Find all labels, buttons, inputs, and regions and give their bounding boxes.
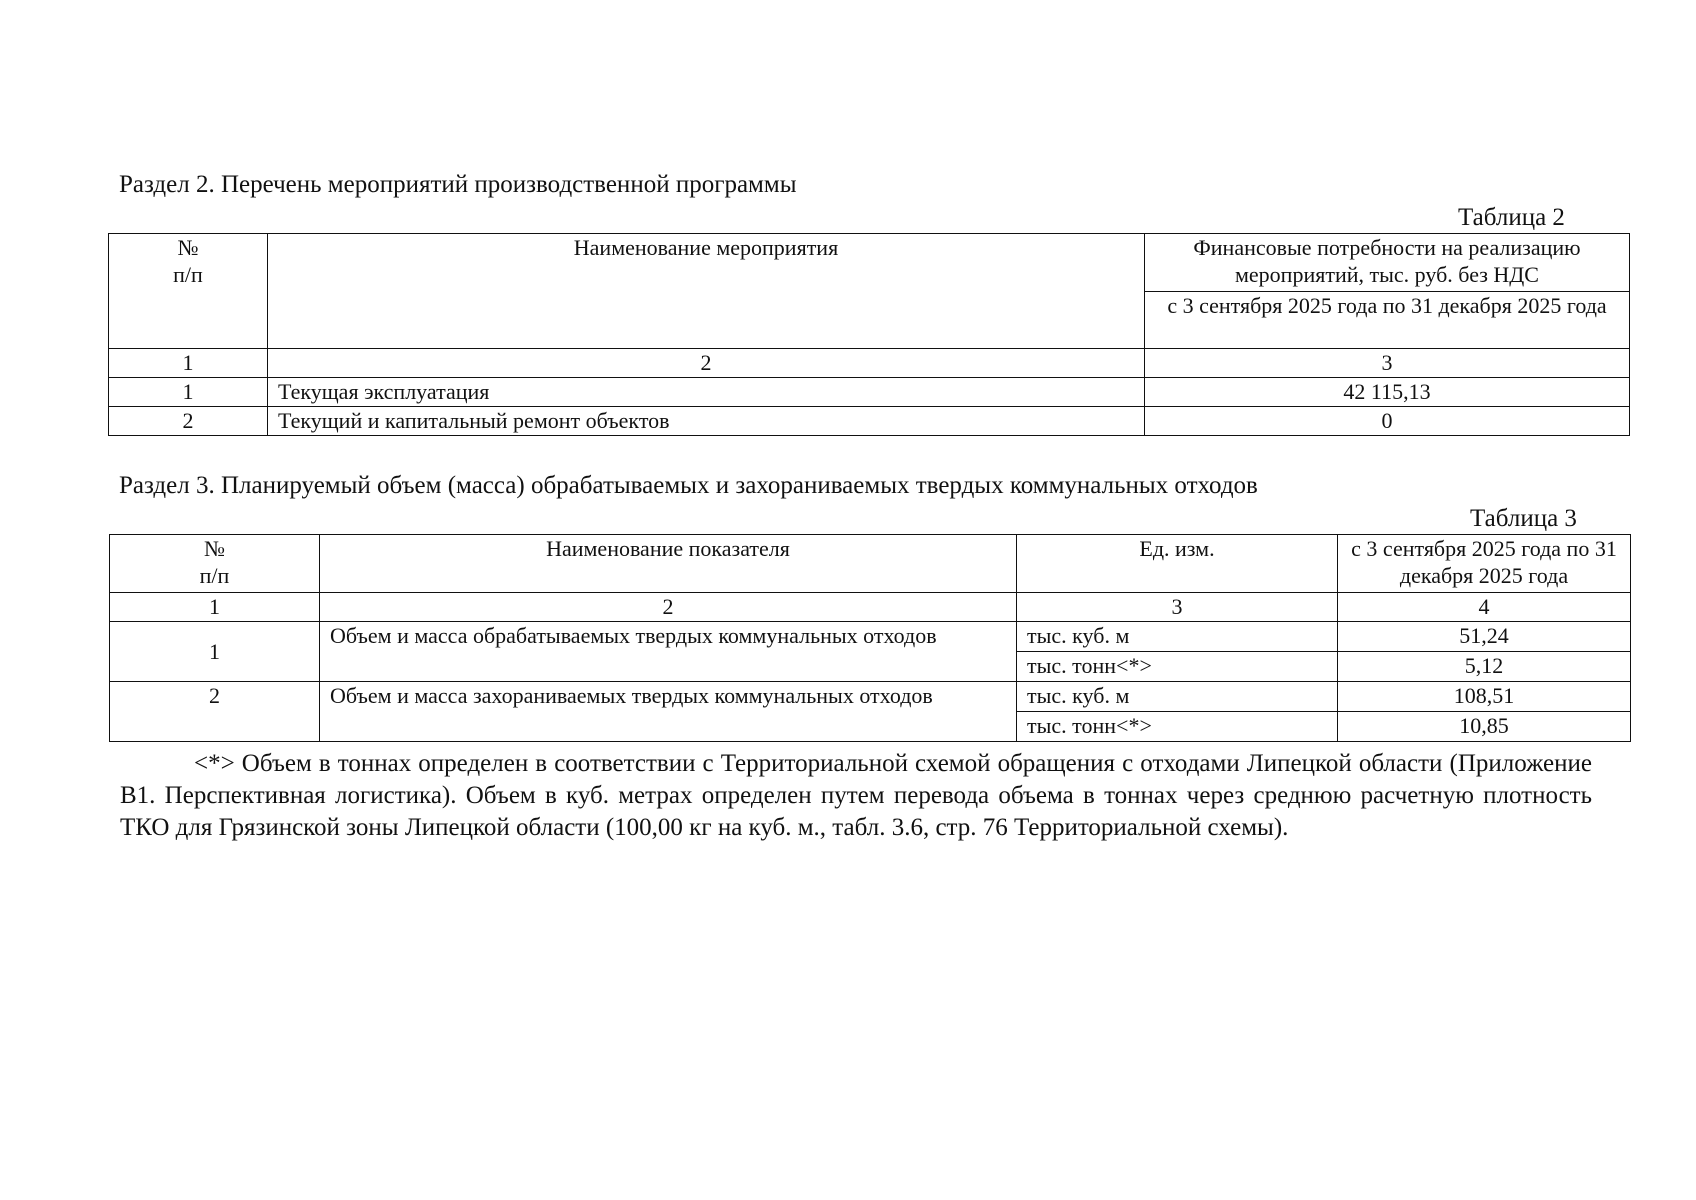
row-unit: тыс. куб. м [1017,622,1338,652]
row-value: 108,51 [1338,682,1631,712]
col-number: 3 [1145,349,1630,378]
table-3-label: Таблица 3 [1470,505,1577,532]
table-2-label: Таблица 2 [1458,204,1565,231]
row-value: 10,85 [1338,712,1631,742]
row-num: 2 [109,407,268,436]
row-unit: тыс. тонн<*> [1017,712,1338,742]
row-num: 2 [110,682,320,742]
header-indicator-name: Наименование показателя [320,535,1017,593]
row-name: Объем и масса захораниваемых твердых коммунальных отходов [320,682,1017,742]
header-num [109,234,268,349]
section-2-heading: Раздел 2. Перечень мероприятий производственной программы [119,171,797,198]
header-finance: Финансовые потребности на реализацию мероприятий, тыс. руб. без НДС [1145,234,1630,292]
row-unit: тыс. тонн<*> [1017,652,1338,682]
table-2 [108,233,1630,436]
section-3-heading: Раздел 3. Планируемый объем (масса) обрабатываемых и захораниваемых твердых коммунальных отходов [119,472,1258,499]
col-number: 4 [1338,593,1631,622]
row-value: 42 115,13 [1145,378,1630,407]
row-value: 0 [1145,407,1630,436]
row-num: 1 [109,378,268,407]
header-period: с 3 сентября 2025 года по 31 декабря 2025 года [1145,292,1630,349]
header-num-symbol: № [204,536,225,561]
col-number: 2 [268,349,1145,378]
header-num-abbrev: п/п [173,262,203,287]
row-name: Объем и масса обрабатываемых твердых коммунальных отходов [320,622,1017,682]
footnote [120,748,1592,844]
table-row [110,682,1631,712]
header-num-symbol: № [177,235,199,260]
col-number: 1 [110,593,320,622]
col-number: 2 [320,593,1017,622]
header-num-abbrev: п/п [199,563,230,588]
row-name: Текущий и капитальный ремонт объектов [268,407,1145,436]
footnote-text: <*> Объем в тоннах определен в соответствии с Территориальной схемой обращения с отходами Липецкой области (Приложение В1. Перспективная логистика). Объем в куб. метрах определен путем перевода объема в тоннах через среднюю расчетную плотность ТКО для Грязинской зоны Липецкой области (100,00 кг на куб. м., табл. 3.6, стр. 76 Территориальной схемы). [120,750,1592,841]
table-row [109,407,1630,436]
col-number: 3 [1017,593,1338,622]
table-3 [109,534,1631,742]
row-unit: тыс. куб. м [1017,682,1338,712]
col-number: 1 [109,349,268,378]
header-num [110,535,320,593]
table-row [109,378,1630,407]
row-num: 1 [110,622,320,682]
row-value: 51,24 [1338,622,1631,652]
header-period: с 3 сентября 2025 года по 31 декабря 2025 года [1338,535,1631,593]
header-activity-name: Наименование мероприятия [268,234,1145,349]
header-unit: Ед. изм. [1017,535,1338,593]
row-value: 5,12 [1338,652,1631,682]
row-name: Текущая эксплуатация [268,378,1145,407]
table-row [110,622,1631,652]
